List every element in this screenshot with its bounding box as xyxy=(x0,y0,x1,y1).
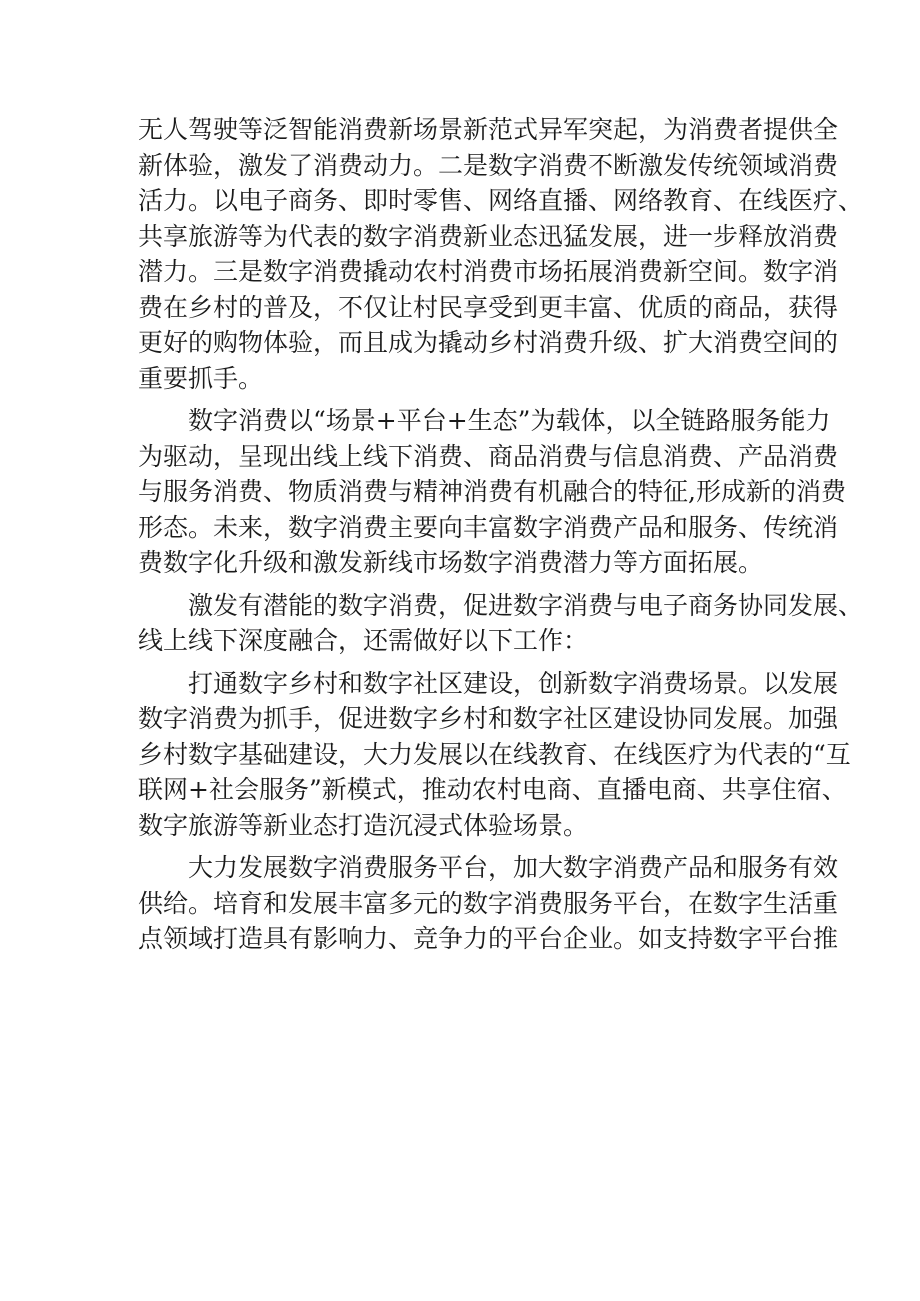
text-line: 潜力。三是数字消费撬动农村消费市场拓展消费新空间。数字消 xyxy=(138,257,839,286)
text-line: 新体验，激发了消费动力。二是数字消费不断激发传统领域消费 xyxy=(138,150,839,180)
text-line: 无人驾驶等泛智能消费新场景新范式异军突起，为消费者提供全 xyxy=(138,115,839,144)
text-line: 打通数字乡村和数字社区建设，创新数字消费场景。以发展 xyxy=(188,668,839,698)
paragraph-service-platform xyxy=(138,850,839,957)
text-line: 乡村数字基础建设，大力发展以在线教育、在线医疗为代表的“互 xyxy=(138,739,851,769)
text-line: 费数字化升级和激发新线市场数字消费潜力等方面拓展。 xyxy=(138,548,764,577)
paragraph-continuation xyxy=(138,112,864,396)
text-line: 数字消费为抓手，促进数字乡村和数字社区建设协同发展。加强 xyxy=(138,704,839,733)
text-line: 为驱动，呈现出线上线下消费、商品消费与信息消费、产品消费 xyxy=(138,441,839,471)
text-line: 激发有潜能的数字消费，促进数字消费与电子商务协同发展、 xyxy=(188,590,864,620)
text-line: 活力。以电子商务、即时零售、网络直播、网络教育、在线医疗、 xyxy=(138,186,864,215)
text-line: 形态。未来，数字消费主要向丰富数字消费产品和服务、传统消 xyxy=(138,512,839,542)
text-line: 点领域打造具有影响力、竞争力的平台企业。如支持数字平台推 xyxy=(138,924,839,953)
text-line: 费在乡村的普及，不仅让村民享受到更丰富、优质的商品，获得 xyxy=(138,292,839,322)
paragraph-digital-consumption-carrier xyxy=(138,403,846,581)
text-line: 供给。培育和发展丰富多元的数字消费服务平台，在数字生活重 xyxy=(138,888,839,918)
text-line: 联网+社会服务”新模式，推动农村电商、直播电商、共享住宿、 xyxy=(138,775,847,804)
text-line: 共享旅游等为代表的数字消费新业态迅猛发展，进一步释放消费 xyxy=(138,221,839,251)
text-line: 更好的购物体验，而且成为撬动乡村消费升级、扩大消费空间的 xyxy=(138,328,839,357)
text-line: 数字消费以“场景+平台+生态”为载体，以全链路服务能力 xyxy=(188,406,831,435)
text-line: 大力发展数字消费服务平台，加大数字消费产品和服务有效 xyxy=(188,853,839,882)
text-line: 重要抓手。 xyxy=(138,363,264,393)
body-text xyxy=(138,112,864,964)
text-line: 线上线下深度融合，还需做好以下工作： xyxy=(138,626,589,655)
paragraph-stimulate-potential xyxy=(138,588,864,659)
text-line: 与服务消费、物质消费与精神消费有机融合的特征,形成新的消费 xyxy=(138,477,846,506)
text-line: 数字旅游等新业态打造沉浸式体验场景。 xyxy=(138,810,589,840)
paragraph-village-community xyxy=(138,666,851,844)
